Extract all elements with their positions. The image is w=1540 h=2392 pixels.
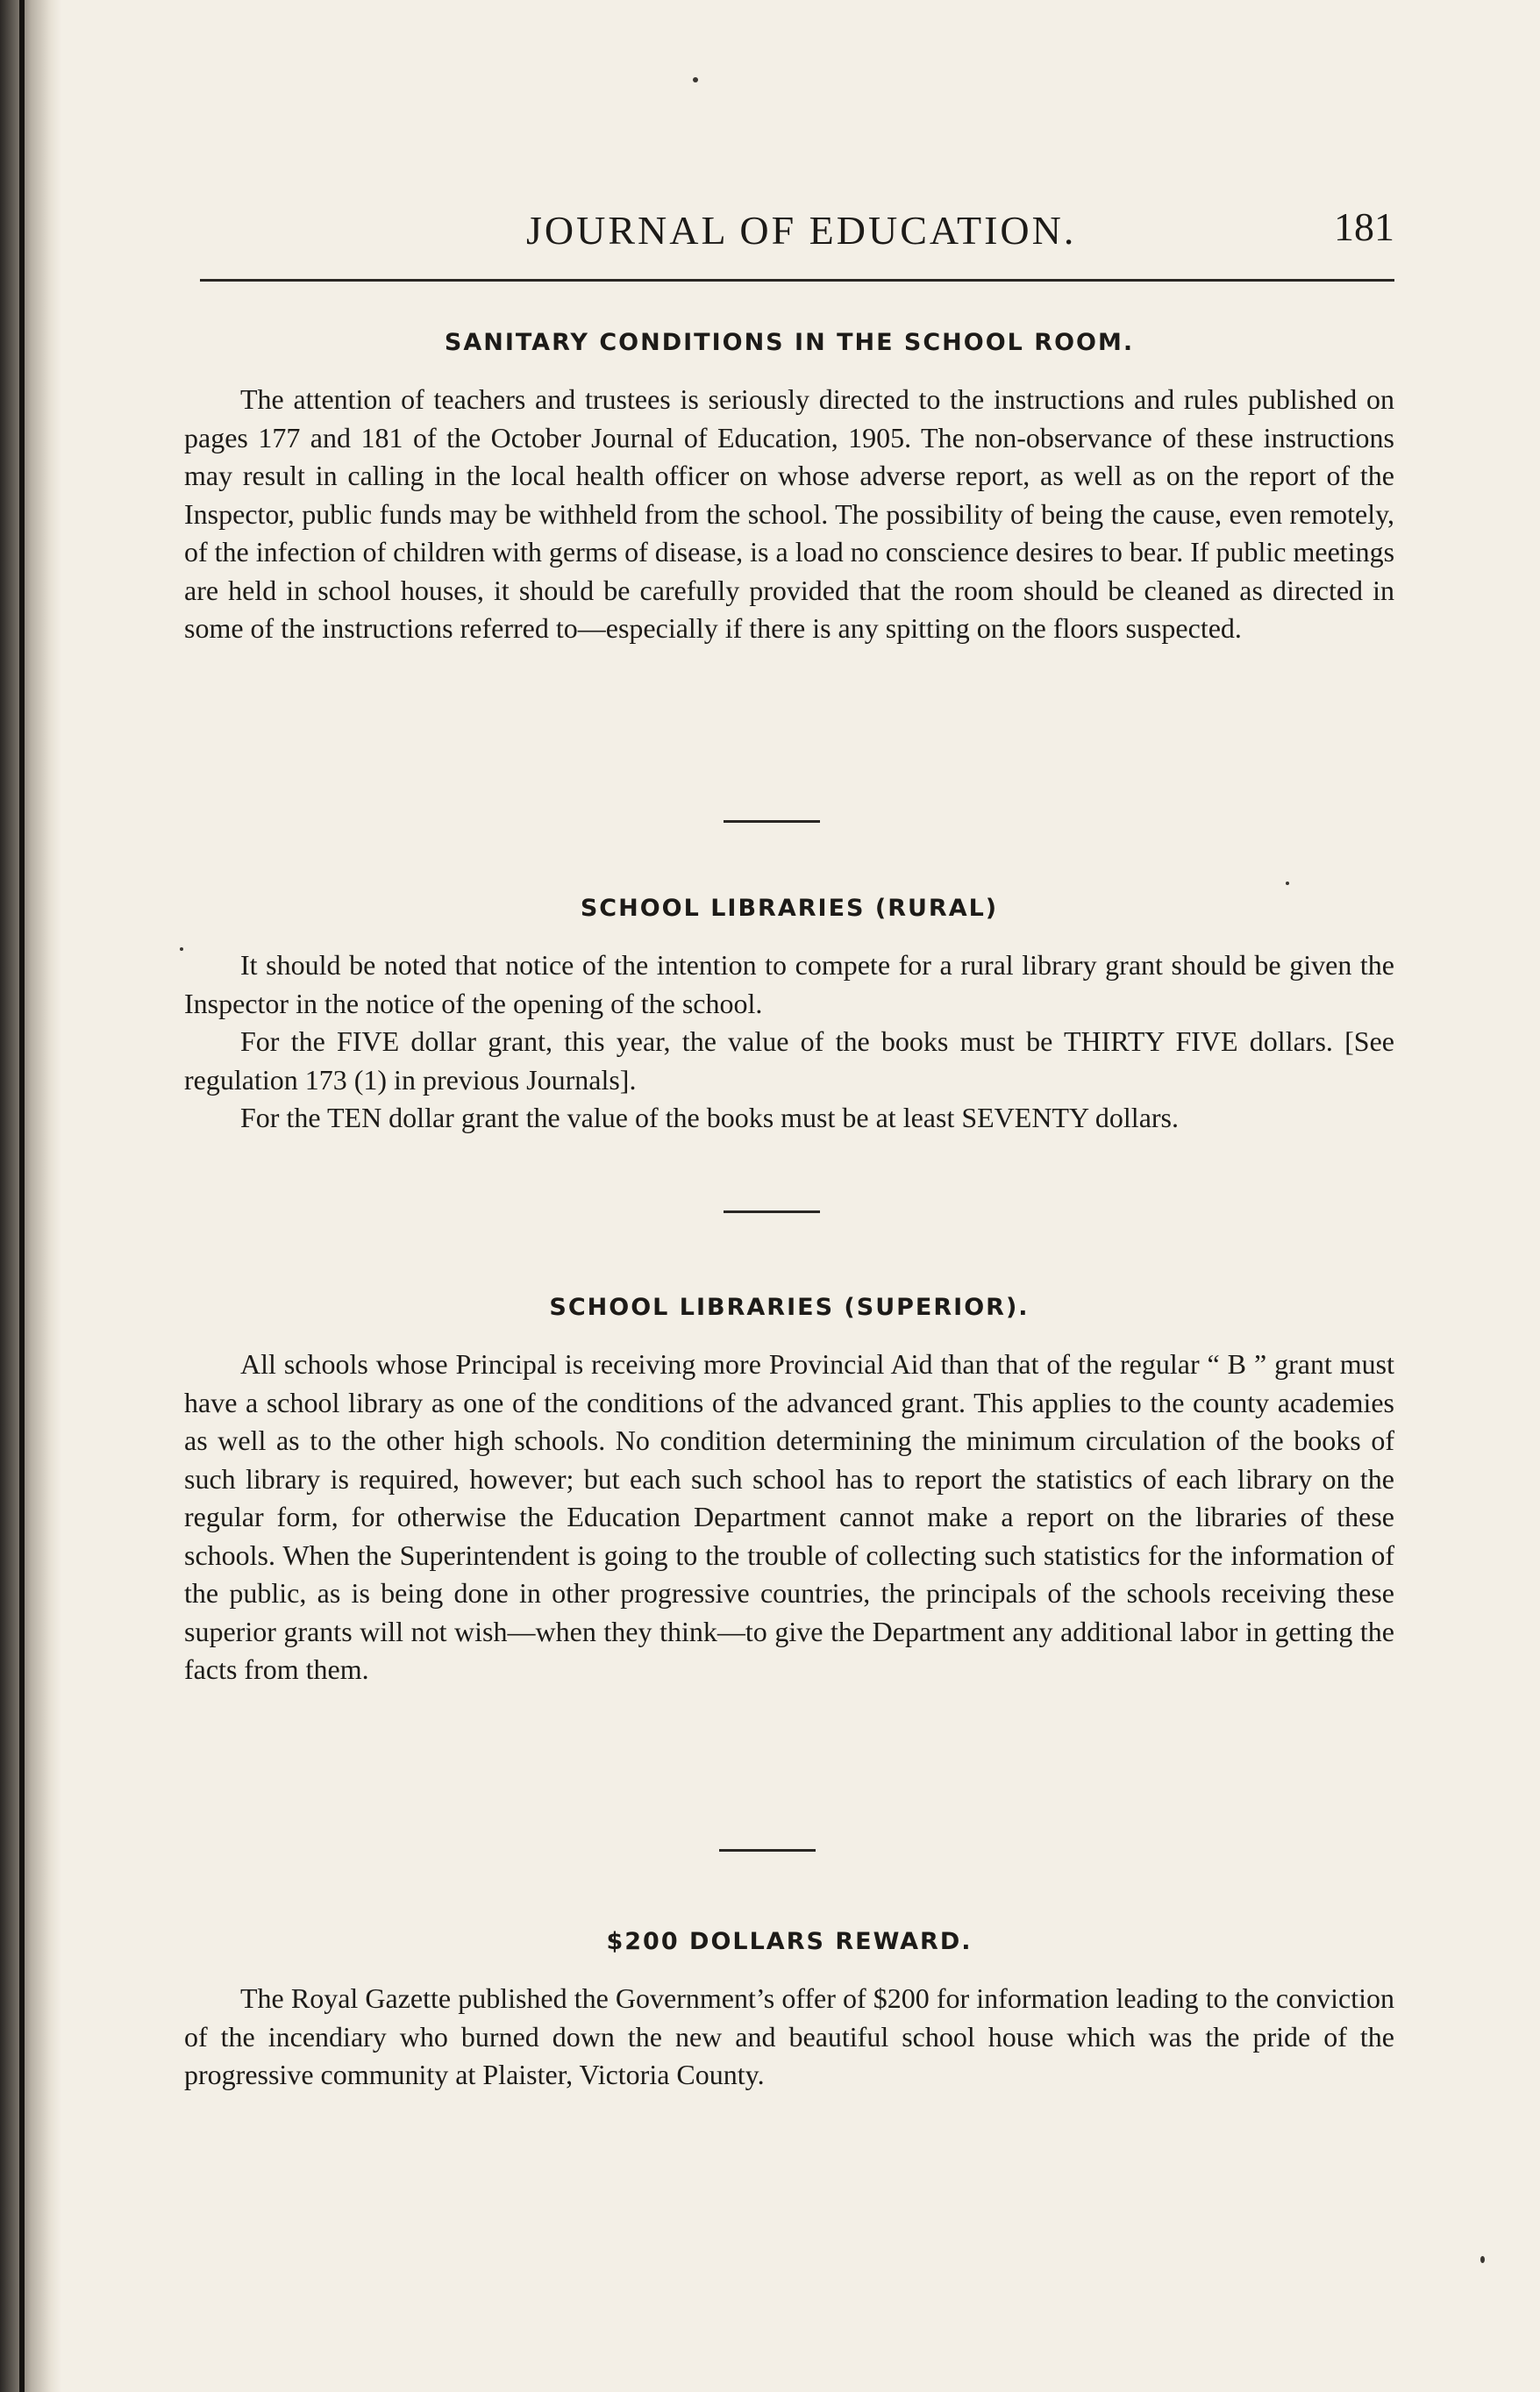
paragraph: It should be noted that notice of the intention to compete for a rural library grant should be given the Inspector in the notice of the opening of the school. [184, 949, 1394, 1019]
journal-page [184, 0, 1394, 2392]
binding-edge [19, 0, 25, 2392]
paragraph: For the TEN dollar grant the value of the books must be at least SEVENTY dollars. [240, 1102, 1179, 1133]
section-heading: $200 DOLLARS REWARD. [606, 1928, 973, 1955]
section-sanitary-conditions [184, 329, 1394, 648]
section-separator [724, 820, 820, 823]
section-reward [184, 1928, 1394, 2095]
section-heading: SCHOOL LIBRARIES (SUPERIOR). [549, 1294, 1030, 1321]
section-superior-libraries [184, 1294, 1394, 1689]
paragraph: The Royal Gazette published the Government’s offer of $200 for information leading to the conviction of the incendiary who burned down the new and beautiful school house which was the pride of the progressive community at Plaister, Victoria County. [184, 1982, 1394, 2090]
scan-speck [1480, 2256, 1485, 2263]
header-rule [200, 279, 1394, 282]
scan-speck [1286, 882, 1289, 885]
page-binding-shadow [0, 0, 61, 2392]
paragraph: The attention of teachers and trustees is seriously directed to the instructions and rules published on pages 177 and 181 of the October Journal of Education, 1905. The non-observance of these instructions may result in calling in the local health officer on whose adverse report, as well as on the report of the Inspector, public funds may be withheld from the school. The possibility of being the cause, even remotely, of the infection of children with germs of disease, is a load no conscience desires to bear. If public meetings are held in school houses, it should be carefully provided that the room should be cleaned as directed in some of the instructions referred to—especially if there is any spitting on the floors suspected. [184, 383, 1395, 644]
section-heading: SANITARY CONDITIONS IN THE SCHOOL ROOM. [444, 329, 1135, 356]
scan-speck [693, 77, 698, 82]
journal-title: JOURNAL OF EDUCATION. [526, 208, 1077, 253]
section-rural-libraries [184, 895, 1394, 1138]
running-head [184, 191, 1394, 261]
paragraph: For the FIVE dollar grant, this year, the value of the books must be THIRTY FIVE dollars. [See regulation 173 (1) in previous Journals]. [184, 1025, 1394, 1096]
section-separator [719, 1849, 816, 1852]
section-heading: SCHOOL LIBRARIES (RURAL) [580, 895, 999, 922]
paragraph: All schools whose Principal is receiving more Provincial Aid than that of the regular “ B ” grant must have a school library as one of the conditions of the advanced grant. This applies to the county academies as well as to the other high schools. No condition determining the minimum circulation of the books of such library is required, however; but each such school has to report the statistics of each library on the regular form, for otherwise the Education Department cannot make a report on the libraries of these schools. When the Superintendent is going to the trouble of collecting such statistics for the information of the public, as is being done in other progressive countries, the principals of the schools receiving these superior grants will not wish—when they think—to give the Department any additional labor in getting the facts from them. [184, 1348, 1394, 1685]
page-number: 181 [1334, 204, 1394, 249]
section-separator [724, 1210, 820, 1213]
scan-speck [180, 947, 183, 951]
